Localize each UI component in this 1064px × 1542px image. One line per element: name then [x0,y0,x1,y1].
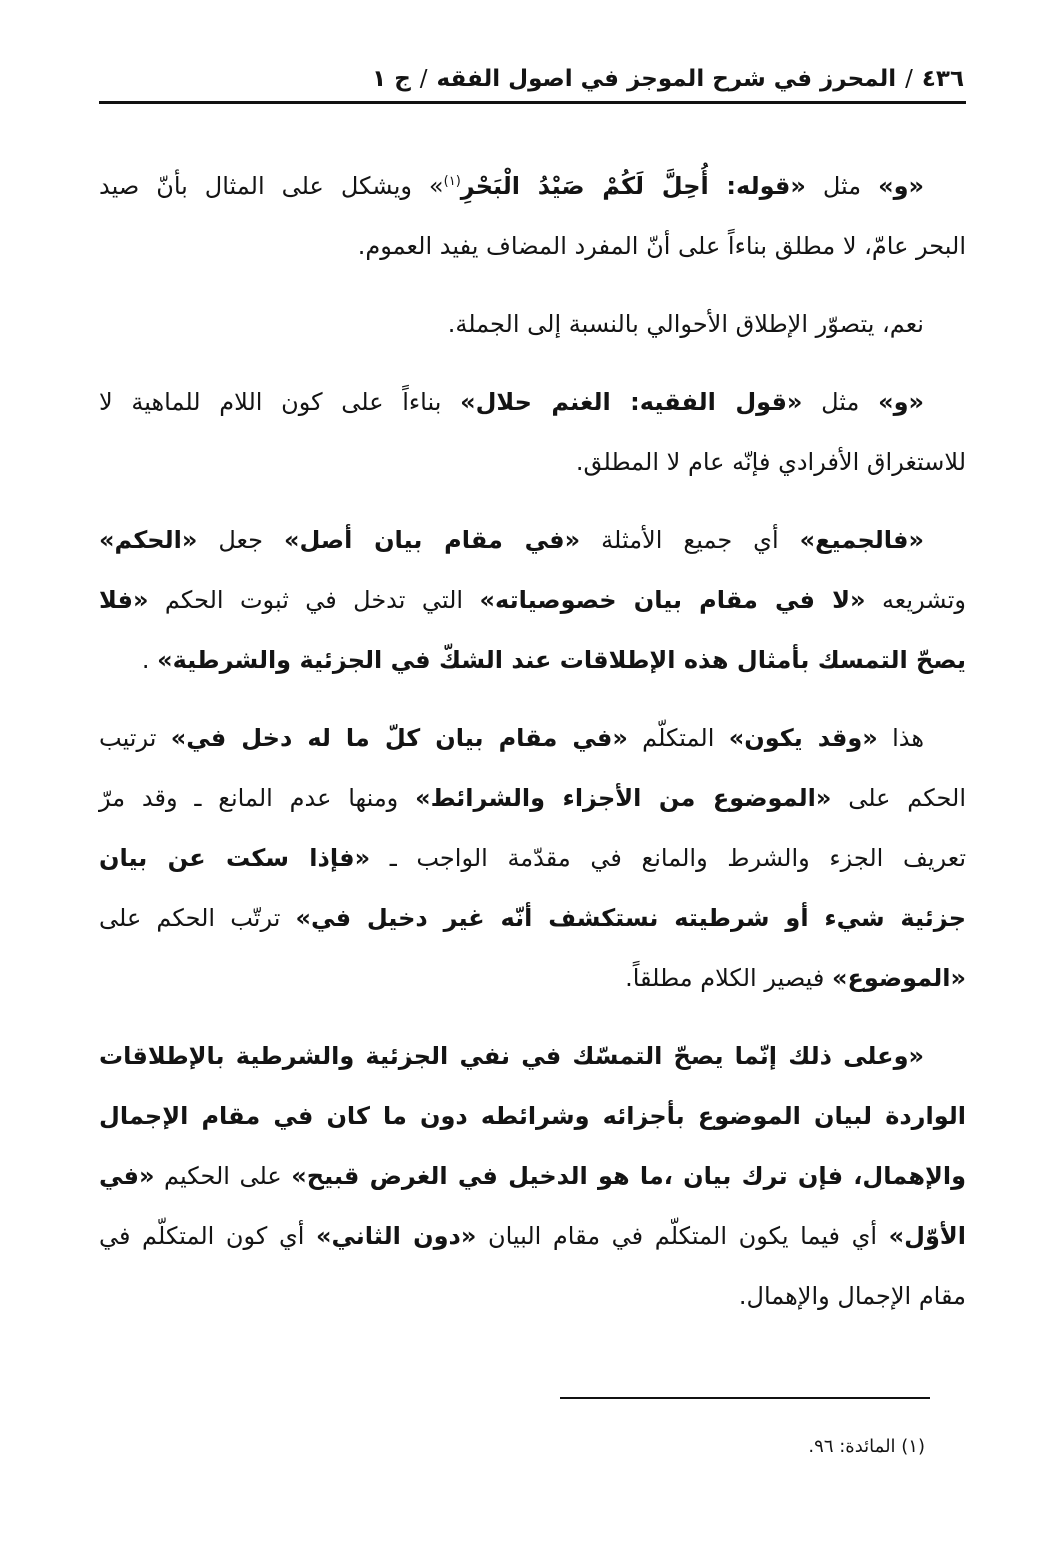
text-line [99,1266,966,1326]
commentary-text: ترتيب [99,724,171,752]
quoted-source-text: الأوّل» [888,1222,966,1250]
quoted-source-text: «في مقام بيان أصل» [283,526,581,554]
commentary-text: البحر عامّ، لا مطلق بناءاً على أنّ المفرد المضاف يفيد العموم. [357,232,966,260]
quoted-source-text: «قول الفقيه: الغنم حلال» [460,388,803,416]
commentary-text: تعريف الجزء والشرط والمانع في مقدّمة الواجب ـ [370,844,966,872]
quoted-source-text: «و» [878,172,925,200]
quoted-source-text: والإهمال، فإن ترك بيان ،ما هو الدخيل في الغرض قبيح» [291,1162,966,1190]
header-separator: / [419,66,428,92]
quoted-source-text: «لا في مقام بيان خصوصياته» [479,586,866,614]
quoted-source-text: يصحّ التمسك بأمثال هذه الإطلاقات عند الشكّ في الجزئية والشرطية» [157,646,966,674]
quoted-source-text: «وعلى ذلك إنّما يصحّ التمسّك في نفي الجزئية والشرطية بالإطلاقات [99,1042,924,1070]
paragraph [99,156,966,276]
commentary-text: المتكلّم [627,724,729,752]
commentary-text: وتشريعه [865,586,966,614]
paragraph [99,510,966,690]
commentary-text: ترتّب الحكم على [99,904,296,932]
text-line [99,708,966,768]
text-line [99,768,966,828]
quoted-source-text: «و» [878,388,925,416]
text-line [99,156,966,216]
quoted-source-text: «قوله: أُحِلَّ لَكُمْ صَيْدُ الْبَحْرِ [460,172,806,200]
commentary-text: التي تدخل في ثبوت الحكم [148,586,480,614]
commentary-text: ومنها عدم المانع ـ وقد مرّ [99,784,416,812]
commentary-text: جعل [197,526,284,554]
commentary-text: » ويشكل على المثال بأنّ صيد [99,172,444,200]
quoted-source-text: «وقد يكون» [728,724,878,752]
commentary-text: مثل [805,172,879,200]
commentary-text: للاستغراق الأفرادي فإنّه عام لا المطلق. [575,448,966,476]
commentary-text: بناءاً على كون اللام للماهية لا [99,388,461,416]
commentary-text: على الحكيم [154,1162,292,1190]
footnote-separator [560,1397,930,1399]
text-line [99,510,966,570]
commentary-text: أي فيما يكون المتكلّم في مقام البيان [476,1222,889,1250]
text-line [99,372,966,432]
quoted-source-text: «فلا [99,586,149,614]
text-line [99,1086,966,1146]
quoted-source-text: «الحكم» [99,526,198,554]
paragraph [99,294,966,354]
text-line [99,216,966,276]
text-line [99,294,966,354]
quoted-source-text: «فإذا سكت عن بيان [99,844,371,872]
volume-label: ج ١ [372,66,411,92]
quoted-source-text: «في مقام بيان كلّ ما له دخل في» [170,724,628,752]
text-line [99,1146,966,1206]
commentary-text: الحكم على [831,784,966,812]
paragraph [99,708,966,1008]
page-number: ٤٣٦ [921,66,964,92]
commentary-text: أي جميع الأمثلة [580,526,800,554]
paragraph [99,1026,966,1326]
footnote: (١) المائدة: ٩٦. [808,1436,925,1457]
text-line [99,570,966,630]
header-rule [99,101,966,104]
text-line [99,1206,966,1266]
running-header [372,62,964,96]
commentary-text: مقام الإجمال والإهمال. [738,1282,966,1310]
text-line [99,828,966,888]
footnote-marker: (١) [443,174,461,189]
quoted-source-text: «في [99,1162,155,1190]
text-line [99,888,966,948]
quoted-source-text: «الموضوع» [831,964,966,992]
commentary-text: هذا [877,724,924,752]
text-line [99,630,966,690]
text-line [99,1026,966,1086]
commentary-text: مثل [802,388,879,416]
book-title: المحرز في شرح الموجز في اصول الفقه [436,66,897,92]
header-separator: / [905,66,913,92]
quoted-source-text: جزئية شيء أو شرطيته نستكشف أنّه غير دخيل في» [295,904,966,932]
commentary-text: نعم، يتصوّر الإطلاق الأحوالي بالنسبة إلى الجملة. [447,310,924,338]
quoted-source-text: الواردة لبيان الموضوع بأجزائه وشرائطه دون ما كان في مقام الإجمال [99,1102,966,1130]
quoted-source-text: «دون الثاني» [315,1222,477,1250]
text-line [99,948,966,1008]
paragraph [99,372,966,492]
quoted-source-text: «فالجميع» [799,526,924,554]
text-line [99,432,966,492]
commentary-text: فيصير الكلام مطلقاً. [625,964,832,992]
commentary-text: . [141,646,158,674]
main-text [99,156,966,1326]
quoted-source-text: «الموضوع من الأجزاء والشرائط» [415,784,832,812]
commentary-text: أي كون المتكلّم في [99,1222,316,1250]
